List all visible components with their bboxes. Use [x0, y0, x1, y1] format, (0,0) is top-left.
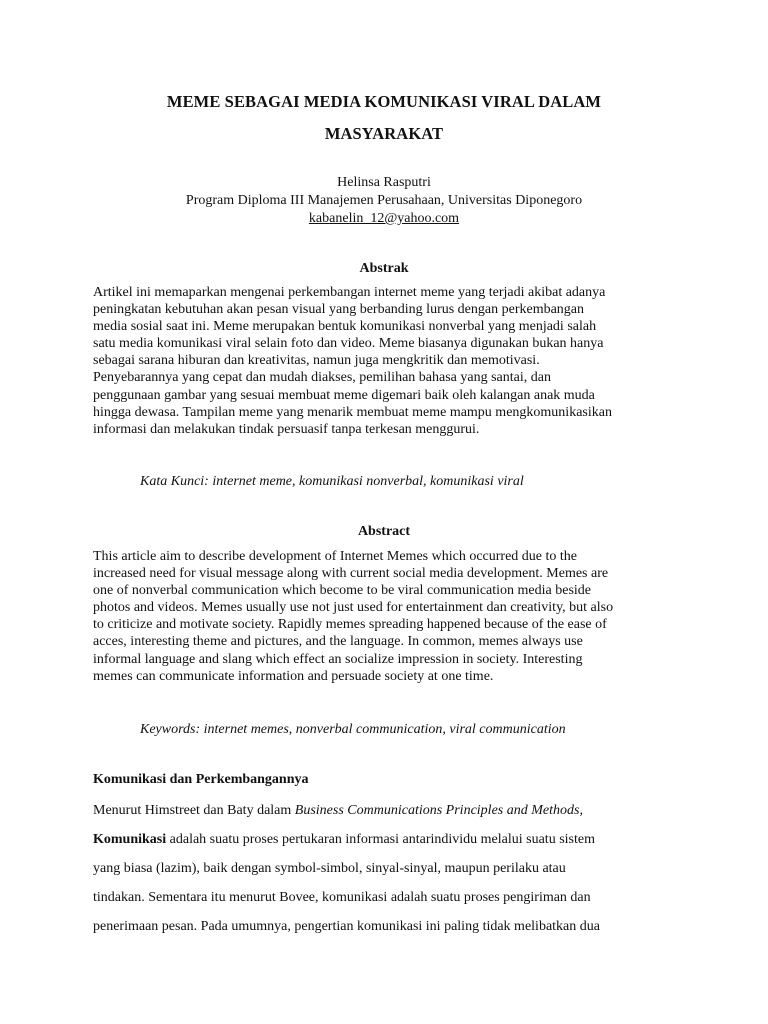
abstrak-heading: Abstrak — [359, 261, 409, 276]
author-name: Helinsa Rasputri — [337, 175, 431, 190]
body-line — [93, 796, 683, 825]
body-line: penerimaan pesan. Pada umumnya, pengertian komunikasi ini paling tidak melibatkan dua — [93, 919, 600, 934]
author-affiliation: Program Diploma III Manajemen Perusahaan, Universitas Diponegoro — [185, 193, 583, 208]
section-heading: Komunikasi dan Perkembangannya — [93, 772, 309, 787]
abstrak-line: informasi dan melakukan tindak persuasif tanpa terkesan menggurui. — [93, 421, 480, 437]
abstrak-line: penggunaan gambar yang sesuai membuat meme digemari baik oleh kalangan anak muda — [93, 387, 595, 403]
abstrak-paragraph — [93, 284, 673, 438]
abstrak-line: hingga dewasa. Tampilan meme yang menarik membuat meme mampu mengkomunikasikan — [93, 404, 612, 420]
author-block — [60, 174, 708, 228]
abstract-line: acces, interesting theme and pictures, and the language. In common, memes always use — [93, 634, 583, 650]
abstrak-line: satu media komunikasi viral selain foto dan video. Meme biasanya digunakan bukan hanya — [93, 336, 604, 352]
abstract-paragraph — [93, 548, 673, 685]
body-line: tindakan. Sementara itu menurut Bovee, komunikasi adalah suatu proses pengiriman dan — [93, 890, 591, 905]
paper-title — [60, 86, 708, 150]
abstrak-line: Artikel ini memaparkan mengenai perkembangan internet meme yang terjadi akibat adanya — [93, 285, 606, 300]
book-title: Business Communications Principles and Methods, — [294, 803, 583, 818]
body-paragraph — [93, 796, 683, 941]
abstrak-line: media sosial saat ini. Meme merupakan bentuk komunikasi nonverbal yang menjadi salah — [93, 319, 597, 335]
kata-kunci: Kata Kunci: internet meme, komunikasi nonverbal, komunikasi viral — [140, 474, 524, 489]
abstract-heading: Abstract — [357, 524, 411, 539]
abstract-line: informal language and slang which effect an socialize impression in society. Interesting — [93, 651, 583, 667]
abstract-line: one of nonverbal communication which become to be viral communication media beside — [93, 583, 592, 599]
abstract-line: photos and videos. Memes usually use not just used for entertainment dan creativity, but also — [93, 600, 614, 616]
body-line — [93, 825, 683, 854]
paper-title-line-2: MASYARAKAT — [324, 124, 444, 143]
paper-title-line-1: MEME SEBAGAI MEDIA KOMUNIKASI VIRAL DALAM — [166, 92, 602, 111]
author-email-link[interactable]: kabanelin_12@yahoo.com — [308, 211, 460, 226]
abstract-line: to criticize and motivate society. Rapidly memes spreading happened because of the ease of — [93, 617, 607, 633]
abstract-line: memes can communicate information and persuade society at one time. — [93, 668, 494, 684]
abstract-line: This article aim to describe development of Internet Memes which occurred due to the — [93, 549, 577, 564]
abstrak-line: sebagai sarana hiburan dan kreativitas, namun juga mengkritik dan memotivasi. — [93, 353, 540, 369]
body-line: yang biasa (lazim), baik dengan symbol-simbol, sinyal-sinyal, maupun perilaku atau — [93, 861, 566, 876]
body-line-2-text: adalah suatu proses pertukaran informasi antarindividu melalui suatu sistem — [166, 832, 595, 847]
body-line-1-text: Menurut Himstreet dan Baty dalam — [93, 803, 295, 818]
abstract-line: increased need for visual message along with current social media development. Memes are — [93, 566, 609, 582]
abstrak-line: peningkatan kebutuhan akan pesan visual yang berbanding lurus dengan perkembangan — [93, 302, 585, 318]
term-komunikasi: Komunikasi — [93, 832, 167, 847]
keywords: Keywords: internet memes, nonverbal communication, viral communication — [140, 722, 566, 737]
abstrak-line: Penyebarannya yang cepat dan mudah diakses, pemilihan bahasa yang santai, dan — [93, 370, 551, 386]
